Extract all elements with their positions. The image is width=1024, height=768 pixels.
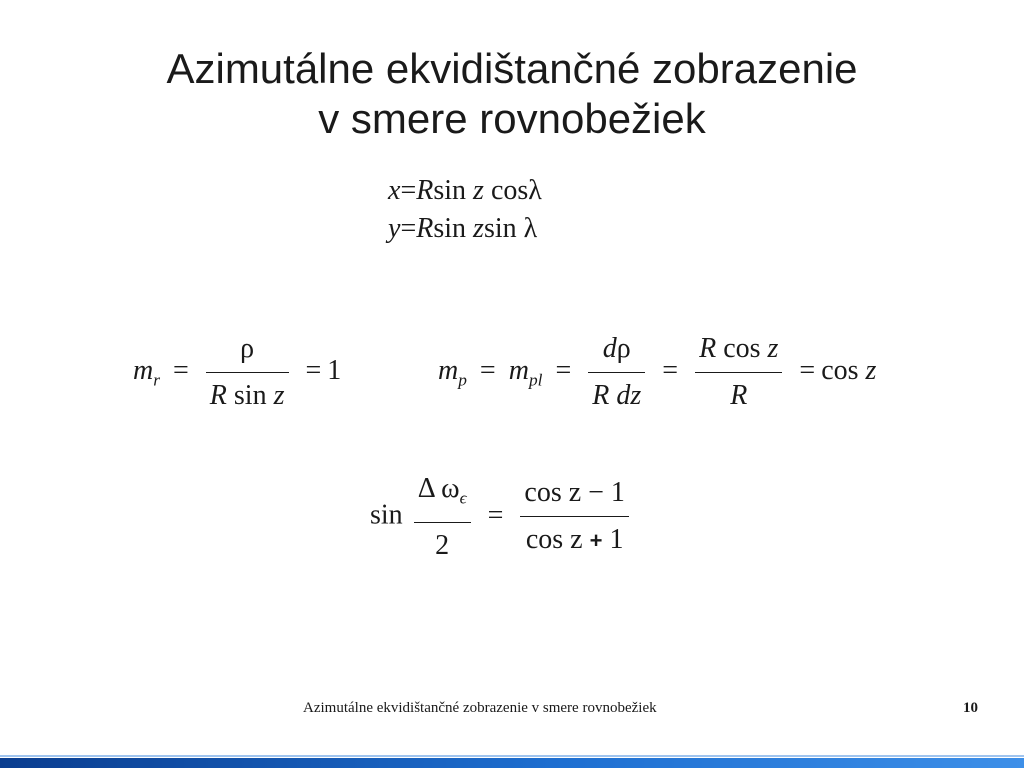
eq-mr-den-sin: sin — [233, 380, 267, 411]
eq-mr-fraction — [206, 330, 289, 415]
eq-mp-m: m — [438, 354, 459, 386]
eq-dw-den: 2 — [435, 529, 450, 561]
eq-mr-den-z: z — [273, 380, 285, 411]
eq-dw-sub: ϵ — [459, 488, 467, 508]
eq-x-equals: = — [400, 175, 417, 206]
eq-mr-rho: ρ — [240, 333, 255, 364]
eq-mp-f2-numerator — [695, 330, 782, 373]
eq-x-lambda: λ — [528, 175, 542, 206]
eq-mp-f1-d: d — [602, 333, 617, 364]
eq-mr-den-R: R — [209, 380, 227, 411]
eq-mp-sub2: pl — [528, 370, 543, 390]
eq-y-z: z — [473, 213, 484, 244]
eq-dw-sin: sin — [370, 499, 403, 531]
eq-mp-res-z: z — [865, 354, 877, 386]
eq-mr-equals-2: = — [305, 354, 322, 386]
equation-y — [388, 210, 537, 248]
eq-mp-f2-z: z — [767, 333, 779, 364]
eq-dw-f1-numerator — [414, 470, 471, 523]
eq-dw-f2-numerator — [520, 474, 629, 517]
eq-dw-f2-num: cos z − 1 — [524, 477, 625, 509]
eq-y-equals: = — [400, 213, 417, 244]
slide-title — [0, 44, 1024, 144]
eq-mp-res-cos: cos — [821, 354, 859, 386]
eq-mp-f2-R: R — [699, 333, 717, 364]
eq-mp-f2-denominator — [695, 373, 782, 415]
eq-y-lhs: y — [388, 213, 401, 244]
eq-mp-f2-cos: cos — [723, 333, 761, 364]
eq-mp-sub: p — [458, 370, 467, 390]
eq-mp-f1-numerator — [588, 330, 645, 373]
eq-mp-equals-2: = — [555, 354, 572, 386]
eq-mp-m2: m — [508, 354, 529, 386]
eq-mr-m: m — [133, 354, 154, 386]
eq-mr-sub: r — [153, 370, 160, 390]
title-line-2: v smere rovnobežiek — [318, 95, 706, 142]
eq-dw-delta: Δ — [417, 473, 435, 504]
eq-mr-denominator — [206, 373, 289, 415]
eq-dw-omega: ω — [441, 473, 460, 504]
eq-dw-f2-plus: + — [589, 528, 603, 554]
eq-x-sin: sin — [433, 175, 467, 206]
eq-mp-equals-3: = — [662, 354, 679, 386]
eq-mp-equals-4: = — [799, 354, 816, 386]
page-number: 10 — [963, 700, 978, 716]
eq-mr-equals-1: = — [173, 354, 189, 386]
eq-dw-fraction-1 — [414, 470, 471, 565]
eq-x-R: R — [416, 175, 434, 206]
eq-mp-equals-1: = — [479, 354, 496, 386]
eq-x-z: z — [473, 175, 484, 206]
eq-mp-f2-den-R: R — [730, 380, 748, 411]
eq-mp-f1-dz: dz — [616, 380, 642, 411]
eq-y-sin2: sin — [483, 213, 517, 244]
eq-dw-f2-den-b: 1 — [609, 524, 624, 556]
eq-dw-f1-denominator — [414, 523, 471, 565]
equation-mr — [133, 330, 341, 415]
eq-mp-f1-R: R — [592, 380, 610, 411]
eq-mr-numerator — [206, 330, 289, 373]
footer-accent-line — [0, 755, 1024, 757]
footer-title: Azimutálne ekvidištančné zobrazenie v smere rovnobežiek — [303, 700, 657, 716]
eq-y-lambda: λ — [523, 213, 538, 244]
eq-dw-f2-denominator — [520, 517, 629, 560]
eq-x-cos: cos — [490, 175, 529, 206]
eq-x-lhs: x — [388, 175, 401, 206]
eq-mp-f1-rho: ρ — [616, 333, 631, 364]
eq-dw-fraction-2 — [520, 474, 629, 560]
title-line-1: Azimutálne ekvidištančné zobrazenie — [166, 45, 858, 92]
equation-mp — [438, 330, 876, 415]
footer-accent-bar — [0, 758, 1024, 768]
eq-y-R: R — [416, 213, 434, 244]
eq-mr-result: 1 — [327, 354, 342, 386]
eq-mp-fraction-1 — [588, 330, 645, 415]
eq-dw-f2-den-a: cos z — [525, 524, 583, 556]
equation-delta-omega — [370, 470, 633, 565]
equation-x — [388, 172, 542, 210]
eq-dw-equals: = — [487, 499, 504, 531]
eq-mp-fraction-2 — [695, 330, 782, 415]
eq-y-sin: sin — [433, 213, 467, 244]
eq-mp-f1-denominator — [588, 373, 645, 415]
